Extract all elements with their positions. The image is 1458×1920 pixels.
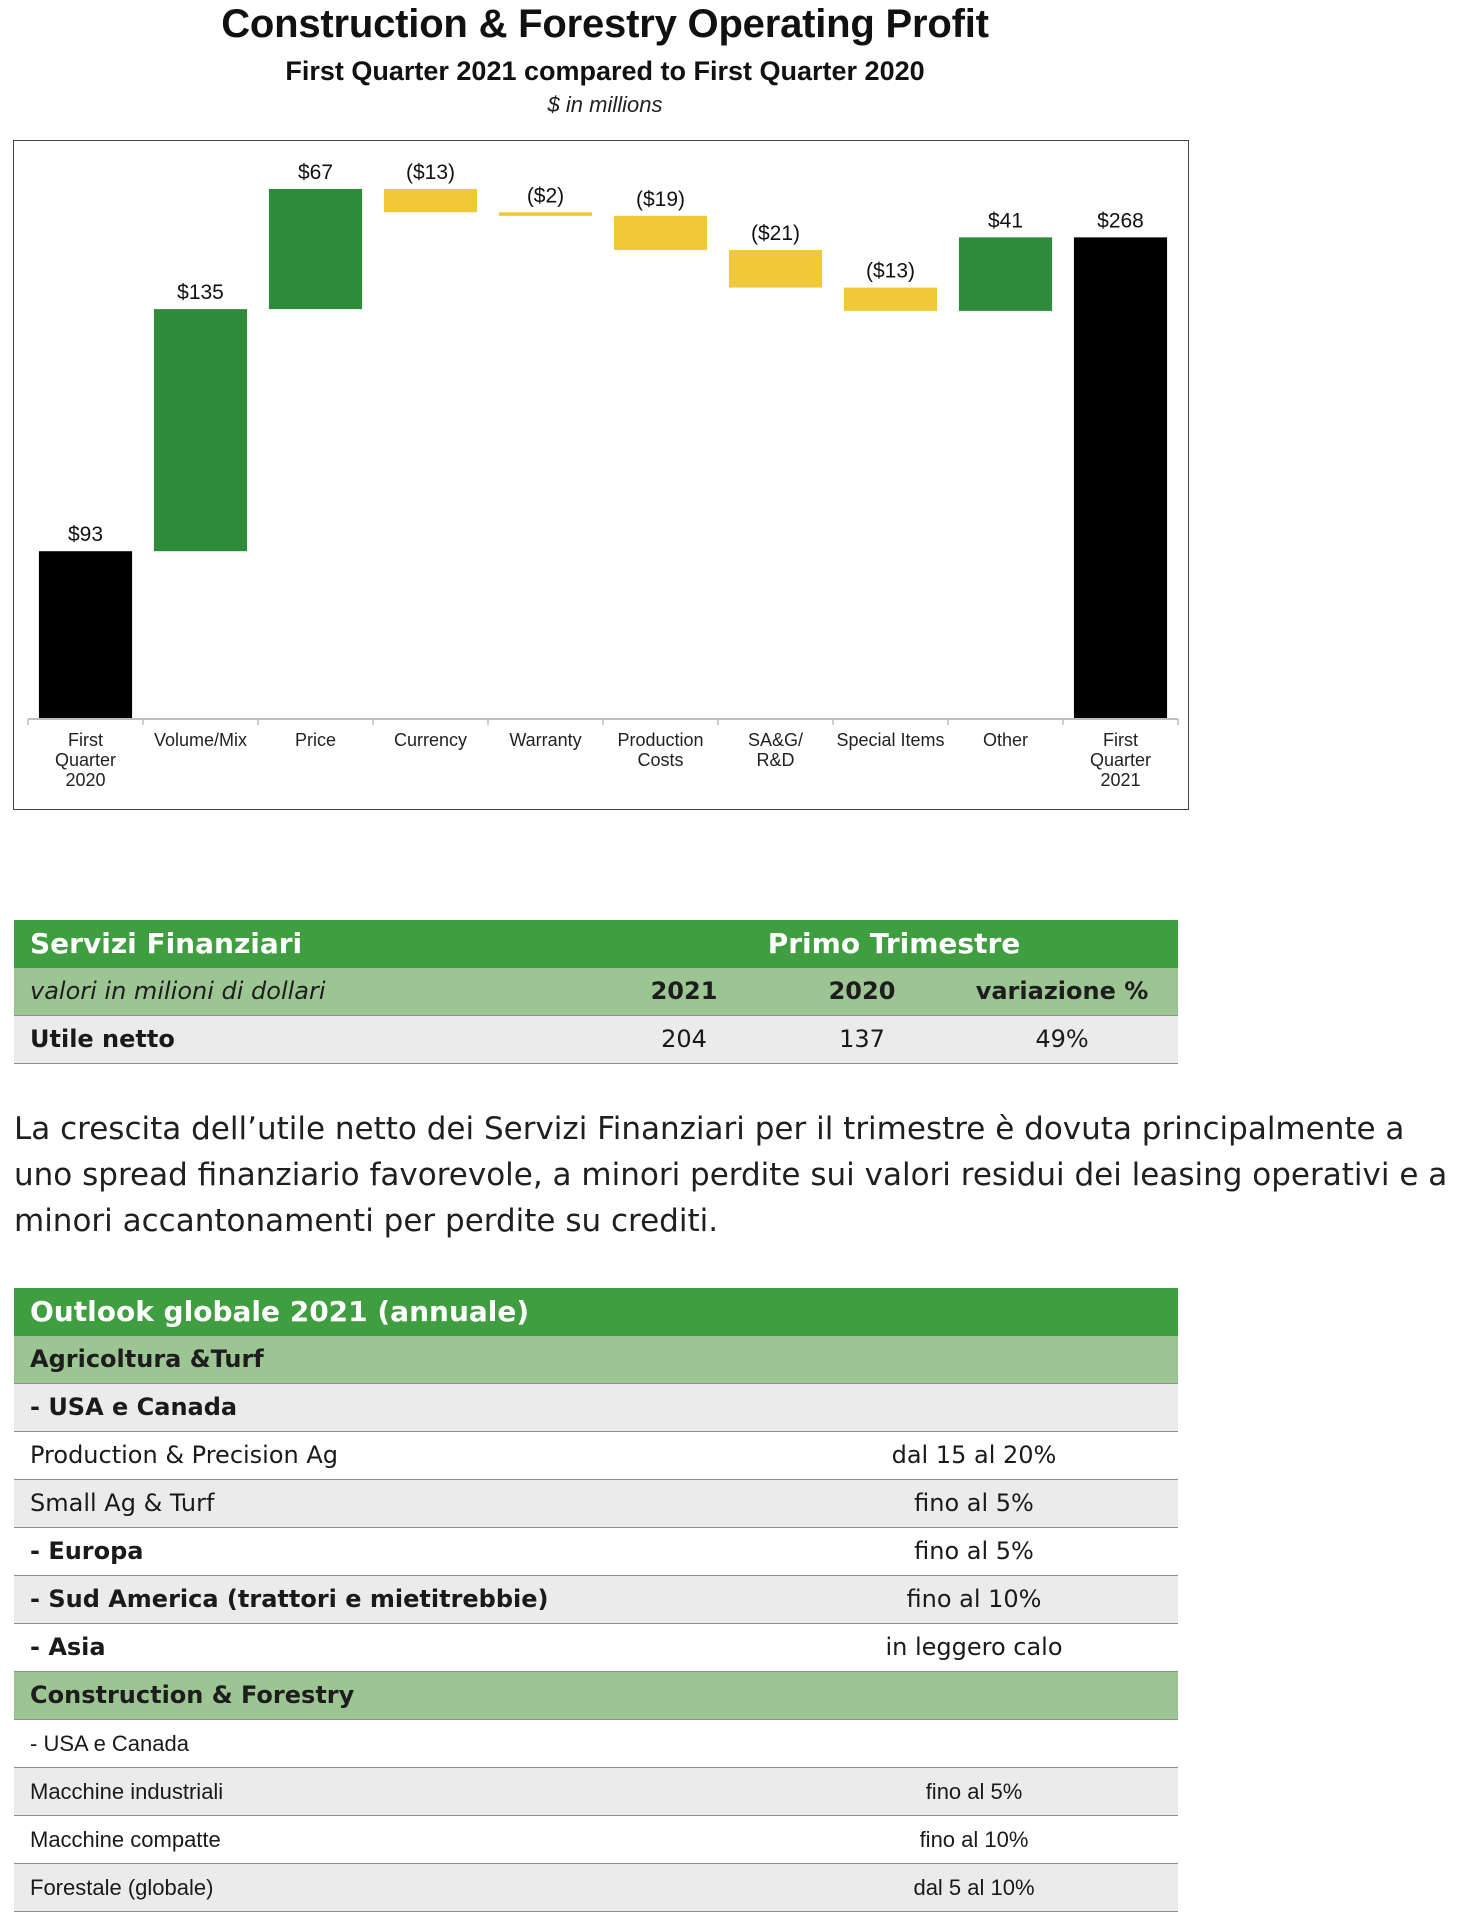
bar-data-label: ($19) (635, 187, 686, 211)
servizi-col-2021: 2021 (650, 977, 718, 1005)
waterfall-chart (13, 140, 1189, 810)
servizi-period: Primo Trimestre (767, 927, 1021, 960)
table-row (14, 1720, 1178, 1768)
cf-header-row (14, 1672, 1178, 1720)
x-tick-label: First (68, 730, 103, 750)
table-row (14, 1016, 1178, 1064)
bar-data-label: $67 (297, 160, 334, 184)
x-tick-label: Currency (393, 730, 468, 750)
bar-data-label: ($2) (526, 184, 565, 208)
utile-2021-value: 204 (661, 1025, 707, 1053)
x-tick-label: First (1103, 730, 1138, 750)
cf-header: Construction & Forestry (30, 1681, 355, 1709)
production-precision-value: dal 15 al 20% (891, 1441, 1057, 1469)
waterfall-bar (384, 189, 477, 212)
industriali-label: Macchine industriali (30, 1779, 224, 1804)
chart-unit: $ in millions (547, 92, 663, 117)
forestale-label: Forestale (globale) (30, 1875, 214, 1900)
x-tick-label: 2021 (1100, 770, 1141, 790)
table-row (14, 1576, 1178, 1624)
servizi-title: Servizi Finanziari (30, 927, 303, 960)
chart-title: Construction & Forestry Operating Profit (221, 2, 989, 46)
bar-data-label: $93 (67, 523, 104, 547)
forestale-value: dal 5 al 10% (913, 1875, 1035, 1900)
waterfall-bar (39, 551, 132, 718)
x-tick-label: Price (294, 730, 337, 750)
body-paragraph: La crescita dell’utile netto dei Servizi Finanziari per il trimestre è dovuta principalmente a uno spread finanziario favorevole, a minori perdite sui valori residui dei leasing operativi e a minori accantonamenti per perdite su crediti. (14, 1111, 1448, 1239)
table-row (14, 1624, 1178, 1672)
waterfall-bar (499, 212, 592, 216)
x-tick-label: 2020 (65, 770, 106, 790)
x-tick-label: Warranty (509, 730, 582, 750)
compatte-value: fino al 10% (919, 1827, 1029, 1852)
cf-usa-canada-label: - USA e Canada (30, 1731, 189, 1756)
asia-label: - Asia (30, 1633, 106, 1661)
table-row (14, 1864, 1178, 1912)
utile-2020-value: 137 (839, 1025, 885, 1053)
table-row (14, 1816, 1178, 1864)
waterfall-chart-svg (14, 141, 1190, 811)
x-tick-label: Production (617, 730, 704, 750)
table-row (14, 1384, 1178, 1432)
servizi-col-change: variazione % (975, 977, 1149, 1005)
bar-data-label: $135 (177, 281, 224, 305)
ag-usa-canada-label: - USA e Canada (30, 1393, 238, 1421)
industriali-value: fino al 5% (925, 1779, 1023, 1804)
x-tick-label: Other (982, 730, 1029, 750)
small-ag-value: fino al 5% (914, 1489, 1034, 1517)
servizi-units: valori in milioni di dollari (30, 977, 326, 1005)
chart-subtitle: First Quarter 2021 compared to First Quarter 2020 (285, 56, 925, 86)
ag-turf-header: Agricoltura &Turf (30, 1345, 264, 1373)
x-tick-label: SA&G/ (747, 730, 804, 750)
asia-value: in leggero calo (885, 1633, 1063, 1661)
table-row (14, 1480, 1178, 1528)
waterfall-bar (729, 250, 822, 288)
x-tick-label: Special Items (836, 730, 945, 750)
servizi-finanziari-table (14, 920, 1178, 1064)
utile-change-value: 49% (1035, 1025, 1089, 1053)
waterfall-bar (154, 309, 247, 551)
waterfall-bar (959, 237, 1052, 311)
bar-data-label: $268 (1097, 209, 1144, 233)
bar-data-label: $41 (987, 209, 1024, 233)
x-tick-label: Quarter (1089, 750, 1152, 770)
table-row (14, 1432, 1178, 1480)
sud-america-label: - Sud America (trattori e mietitrebbie) (30, 1585, 549, 1613)
production-precision-label: Production & Precision Ag (30, 1441, 339, 1469)
europa-value: fino al 5% (914, 1537, 1034, 1565)
bar-data-label: ($13) (405, 160, 456, 184)
bar-data-label: ($13) (865, 259, 916, 283)
compatte-label: Macchine compatte (30, 1827, 221, 1852)
outlook-table (14, 1288, 1178, 1912)
small-ag-label: Small Ag & Turf (30, 1489, 215, 1517)
x-tick-label: Costs (637, 750, 684, 770)
waterfall-bar (269, 189, 362, 309)
utile-netto-label: Utile netto (30, 1025, 175, 1053)
x-tick-label: R&D (756, 750, 795, 770)
waterfall-bar (1074, 237, 1167, 718)
x-tick-label: Volume/Mix (153, 730, 248, 750)
servizi-header-row (14, 920, 1178, 968)
europa-label: - Europa (30, 1537, 144, 1565)
outlook-title: Outlook globale 2021 (annuale) (30, 1295, 530, 1328)
waterfall-bar (844, 288, 937, 311)
table-row (14, 1528, 1178, 1576)
x-tick-label: Quarter (54, 750, 117, 770)
bar-data-label: ($21) (750, 221, 801, 245)
servizi-subheader-row (14, 968, 1178, 1016)
servizi-col-2020: 2020 (828, 977, 896, 1005)
ag-turf-header-row (14, 1336, 1178, 1384)
waterfall-bar (614, 216, 707, 250)
table-row (14, 1768, 1178, 1816)
outlook-header-row (14, 1288, 1178, 1336)
sud-america-value: fino al 10% (906, 1585, 1042, 1613)
